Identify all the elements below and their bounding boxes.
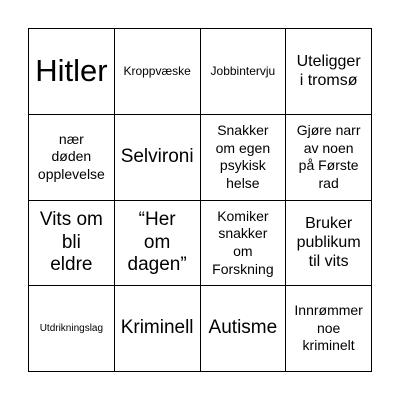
bingo-cell[interactable] (201, 286, 287, 372)
bingo-cell-text: “Her om dagen” (127, 209, 187, 276)
bingo-cell-text: Kriminell (120, 317, 194, 339)
bingo-cell[interactable] (201, 115, 287, 201)
bingo-card (28, 28, 372, 372)
bingo-cell-text: Hitler (35, 53, 108, 89)
bingo-cell-text: Komiker snakker om Forskning (212, 207, 274, 277)
bingo-cell[interactable] (115, 201, 201, 287)
bingo-cell[interactable] (115, 29, 201, 115)
bingo-cell-text: Uteligger i tromsø (296, 53, 361, 90)
bingo-cell[interactable] (286, 29, 372, 115)
bingo-cell[interactable] (286, 115, 372, 201)
bingo-cell[interactable] (29, 115, 115, 201)
bingo-cell[interactable] (115, 286, 201, 372)
bingo-cell[interactable] (201, 29, 287, 115)
bingo-cell[interactable] (29, 29, 115, 115)
bingo-cell[interactable] (29, 201, 115, 287)
bingo-cell-text: nær døden opplevelse (37, 130, 105, 182)
bingo-cell[interactable] (115, 115, 201, 201)
bingo-cell-text: Vits om bli eldre (39, 209, 103, 276)
bingo-cell-text: Innrømmer noe kriminelt (294, 302, 363, 354)
bingo-cell[interactable] (286, 201, 372, 287)
bingo-cell-text: Utdrikningslag (39, 323, 104, 335)
bingo-cell-text: Selvironi (120, 145, 194, 167)
bingo-cell-text: Bruker publikum til vits (296, 215, 361, 271)
bingo-cell-text: Autisme (208, 317, 278, 339)
bingo-cell[interactable] (286, 286, 372, 372)
bingo-cell[interactable] (29, 286, 115, 372)
bingo-cell-text: Snakker om egen psykisk helse (215, 121, 271, 191)
bingo-cell[interactable] (201, 201, 287, 287)
bingo-cell-text: Jobbintervju (210, 63, 276, 78)
bingo-cell-text: Kroppvæske (123, 63, 191, 78)
bingo-cell-text: Gjøre narr av noen på Første rad (296, 121, 361, 191)
